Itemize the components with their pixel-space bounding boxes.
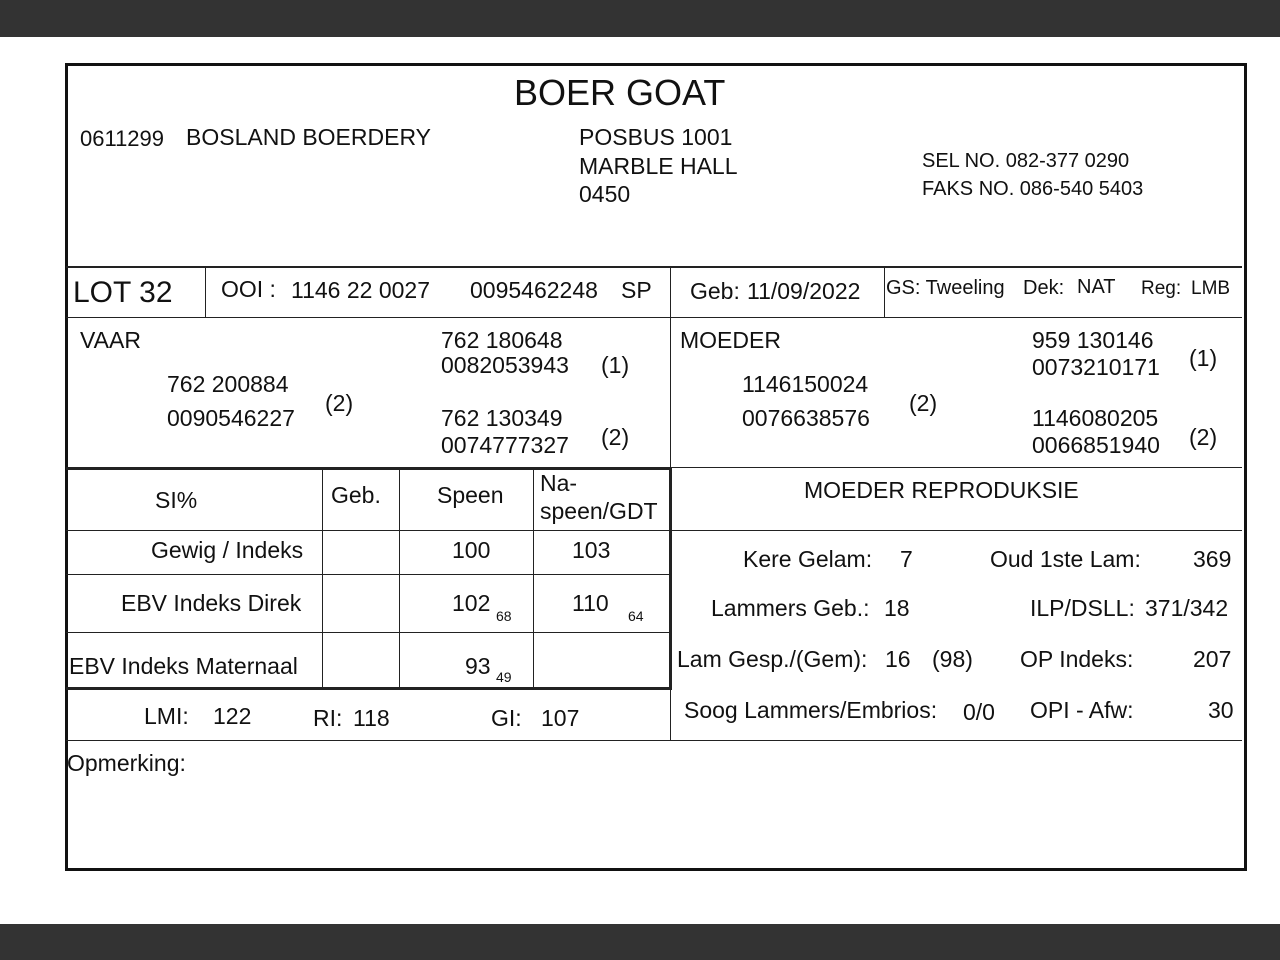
lam-gesp-label: Lam Gesp./(Gem):: [677, 646, 868, 672]
moeder-dam-id: 0066851940: [1032, 432, 1160, 458]
owner-code: 0611299: [80, 126, 165, 151]
naspeen-header-line2: speen/GDT: [540, 498, 658, 524]
divider-si-col1: [322, 470, 323, 689]
vaar-dam-number: 762 130349: [441, 405, 563, 431]
divider-repro-top: [671, 467, 1242, 468]
table-cell-naspeen: 103: [572, 537, 611, 563]
table-cell-speen-sub: 68: [496, 608, 512, 624]
vaar-sire-id: 0082053943: [441, 352, 569, 378]
dek-value: NAT: [1077, 276, 1116, 298]
divider-si-row1: [66, 574, 671, 575]
table-cell-speen-sub: 49: [496, 669, 512, 685]
top-frame-bar: [0, 0, 1280, 37]
moeder-sire-id: 0073210171: [1032, 354, 1160, 380]
divider-si-top: [66, 467, 672, 470]
moeder-label: MOEDER: [680, 327, 781, 353]
oud-1ste-lam-label: Oud 1ste Lam:: [990, 546, 1141, 572]
op-indeks-value: 207: [1193, 646, 1232, 672]
divider-si-header: [66, 530, 1242, 531]
divider-header: [66, 266, 1242, 268]
card-title: BOER GOAT: [514, 72, 726, 113]
dek-label: Dek:: [1023, 277, 1065, 299]
vaar-sire-number: 762 180648: [441, 327, 563, 353]
ri-value: 118: [353, 705, 390, 731]
ooi-id: 0095462248: [470, 277, 598, 303]
naspeen-header-line1: Na-: [540, 470, 578, 496]
vaar-id: 0090546227: [167, 405, 295, 431]
fax-number: FAKS NO. 086-540 5403: [922, 178, 1144, 200]
bottom-frame-bar: [0, 924, 1280, 960]
ilp-dsll-value: 371/342: [1145, 595, 1229, 621]
lmi-label: LMI:: [144, 703, 189, 729]
lammers-geb-label: Lammers Geb.:: [711, 595, 870, 621]
vaar-dam-mark: (2): [601, 424, 630, 450]
kere-gelam-label: Kere Gelam:: [743, 546, 873, 572]
owner-name: BOSLAND BOERDERY: [186, 124, 431, 150]
lmi-value: 122: [213, 703, 252, 729]
divider-indexes-bottom: [66, 740, 1242, 741]
table-cell-speen: 100: [452, 537, 491, 563]
gi-label: GI:: [491, 705, 522, 731]
vaar-label: VAAR: [80, 327, 141, 353]
divider-si-right: [669, 470, 672, 690]
si-header: SI%: [155, 487, 198, 513]
address-line-3: 0450: [579, 181, 631, 207]
divider-si-bottom: [66, 687, 672, 690]
speen-header: Speen: [437, 482, 504, 508]
address-line-2: MARBLE HALL: [579, 153, 738, 179]
lot-number: LOT 32: [73, 276, 173, 309]
kere-gelam-value: 7: [900, 546, 913, 572]
birth-label: Geb:: [690, 278, 740, 304]
table-cell-naspeen: 110: [572, 590, 609, 616]
divider-lot: [66, 317, 1242, 318]
gi-value: 107: [541, 705, 580, 731]
divider-si-col2: [399, 470, 400, 689]
table-cell-speen: 102: [452, 590, 491, 616]
divider-lot-gs: [884, 267, 885, 318]
phone-number: SEL NO. 082-377 0290: [922, 150, 1130, 172]
divider-si-col3: [533, 470, 534, 689]
vaar-mark: (2): [325, 390, 354, 416]
ooi-label: OOI :: [221, 276, 276, 302]
ilp-dsll-label: ILP/DSLL:: [1030, 595, 1135, 621]
vaar-number: 762 200884: [167, 371, 289, 397]
moeder-sire-mark: (1): [1189, 345, 1218, 371]
moeder-dam-number: 1146080205: [1032, 405, 1159, 431]
gs-value: GS: Tweeling: [886, 277, 1005, 299]
vaar-dam-id: 0074777327: [441, 432, 569, 458]
moeder-dam-mark: (2): [1189, 424, 1218, 450]
divider-lot-geb: [670, 267, 671, 318]
table-cell-naspeen-sub: 64: [628, 608, 644, 624]
divider-lot-left: [205, 267, 206, 318]
lam-gesp-value: 16: [885, 646, 911, 672]
birth-date: 11/09/2022: [747, 278, 861, 304]
moeder-mark: (2): [909, 390, 938, 416]
opi-afw-label: OPI - Afw:: [1030, 697, 1134, 723]
table-row-label: EBV Indeks Maternaal: [69, 653, 298, 679]
ooi-number: 1146 22 0027: [291, 277, 430, 303]
reg-value: LMB: [1191, 278, 1231, 299]
opmerking-label: Opmerking:: [67, 750, 186, 776]
table-row-label: Gewig / Indeks: [151, 537, 304, 563]
ooi-type: SP: [621, 277, 652, 303]
moeder-number: 1146150024: [742, 371, 869, 397]
ri-label: RI:: [313, 705, 343, 731]
moeder-sire-number: 959 130146: [1032, 327, 1154, 353]
table-row-label: EBV Indeks Direk: [121, 590, 302, 616]
table-cell-speen: 93: [465, 653, 491, 679]
address-line-1: POSBUS 1001: [579, 124, 733, 150]
op-indeks-label: OP Indeks:: [1020, 646, 1134, 672]
reg-label: Reg:: [1141, 278, 1182, 299]
soog-lammers-label: Soog Lammers/Embrios:: [684, 697, 938, 723]
divider-si-row2: [66, 632, 671, 633]
repro-title: MOEDER REPRODUKSIE: [804, 477, 1079, 503]
moeder-id: 0076638576: [742, 405, 870, 431]
lammers-geb-value: 18: [884, 595, 910, 621]
oud-1ste-lam-value: 369: [1193, 546, 1232, 572]
soog-lammers-value: 0/0: [963, 699, 995, 725]
geb-header: Geb.: [331, 482, 381, 508]
opi-afw-value: 30: [1208, 697, 1234, 723]
vaar-sire-mark: (1): [601, 352, 630, 378]
lam-gesp-gem: (98): [932, 646, 973, 672]
